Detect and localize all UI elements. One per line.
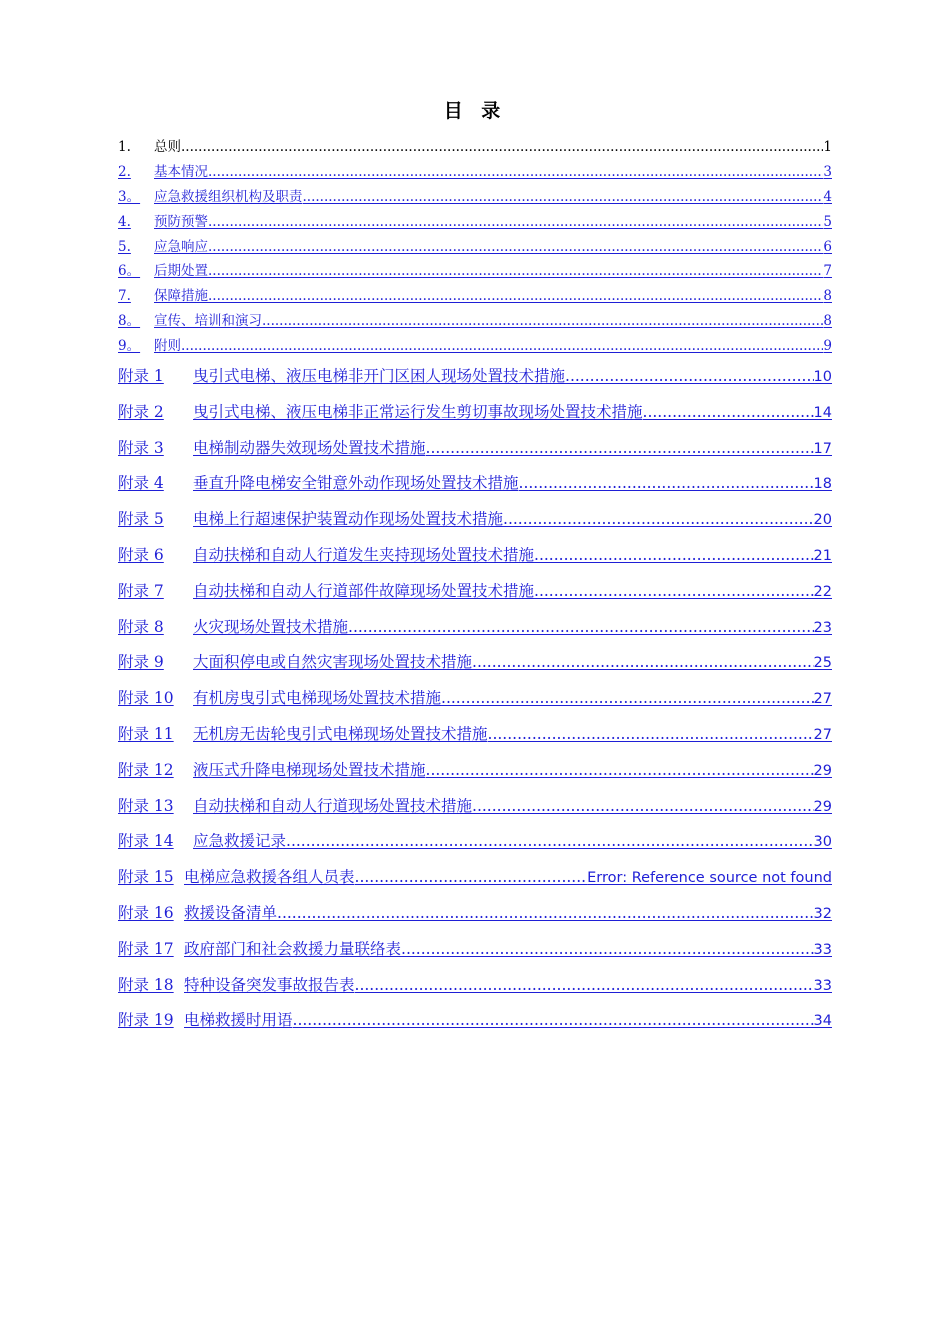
toc-entry-label: 电梯上行超速保护装置动作现场处置技术措施: [193, 510, 504, 529]
toc-entry-appendix-16[interactable]: [118, 896, 832, 932]
toc-entry-number: 附录 16: [118, 903, 174, 922]
toc-entry-appendix-14[interactable]: [118, 824, 832, 860]
toc-dot-leader: [286, 824, 814, 860]
toc-dot-leader: [472, 789, 814, 825]
toc-entry-number: 附录 1: [118, 367, 164, 386]
toc-dot-leader: [208, 160, 823, 185]
toc-entry-appendix-6[interactable]: [118, 538, 832, 574]
toc-entry-number: 9。: [118, 338, 141, 355]
toc-entry-page: 33: [813, 977, 832, 994]
toc-entry-appendix-1[interactable]: [118, 359, 832, 395]
toc-entry-appendix-7[interactable]: [118, 574, 832, 610]
toc-entry-number: 附录 14: [118, 832, 174, 851]
toc-dot-leader: [355, 968, 814, 1004]
toc-entry-label: 宣传、培训和演习: [154, 313, 262, 330]
toc-dot-leader: [277, 896, 814, 932]
toc-entry-page: 8: [823, 313, 832, 330]
toc-entry-number: 附录 9: [118, 653, 164, 672]
toc-entry-number: 6。: [118, 263, 141, 280]
toc-entry-label: 预防预警: [154, 213, 208, 230]
toc-entry-page: 21: [813, 548, 832, 564]
toc-entry-page: 25: [813, 655, 832, 672]
toc-entry-appendix-13[interactable]: [118, 789, 832, 825]
toc-entry-appendix-19[interactable]: [118, 1003, 832, 1039]
toc-entry-page: 8: [823, 288, 832, 305]
toc-entry-appendix-3[interactable]: [118, 431, 832, 467]
toc-entry-appendix-5[interactable]: [118, 502, 832, 538]
toc-entry-label: 总则: [154, 139, 181, 155]
toc-entry-page: 3: [823, 163, 832, 180]
toc-entry-label: 自动扶梯和自动人行道部件故障现场处置技术措施: [193, 581, 535, 600]
toc-dot-leader: [262, 309, 823, 334]
toc-entry-label: 火灾现场处置技术措施: [193, 617, 349, 636]
toc-entry-label: 大面积停电或自然灾害现场处置技术措施: [193, 653, 473, 672]
toc-entry-appendix-8[interactable]: [118, 610, 832, 646]
toc-entry-page: 23: [813, 619, 832, 636]
toc-entry-number: 4.: [118, 213, 131, 230]
toc-entry-section-4[interactable]: [118, 210, 832, 235]
toc-entry-number: 附录 15: [118, 868, 174, 887]
toc-entry-page: 1: [823, 139, 832, 155]
toc-entry-label: 应急救援记录: [193, 832, 287, 851]
toc-entry-label: 政府部门和社会救援力量联络表: [184, 939, 402, 958]
toc-entry-number: 附录 4: [118, 474, 164, 493]
toc-entry-number: 附录 6: [118, 546, 164, 564]
toc-entry-label: 曳引式电梯、液压电梯非开门区困人现场处置技术措施: [193, 367, 566, 386]
toc-entry-label: 应急响应: [154, 238, 208, 255]
toc-entry-section-9[interactable]: [118, 334, 832, 359]
toc-dot-leader: [208, 235, 823, 260]
toc-entry-page: 32: [813, 905, 832, 922]
toc-entry-label: 电梯应急救援各组人员表: [184, 868, 355, 887]
toc-dot-leader: [472, 645, 814, 681]
toc-entry-section-7[interactable]: [118, 284, 832, 309]
toc-dot-leader: [441, 681, 814, 717]
toc-entry-section-5[interactable]: [118, 235, 832, 260]
toc-entry-appendix-4[interactable]: [118, 466, 832, 502]
toc-entry-page: 29: [813, 762, 832, 779]
toc-dot-leader: [181, 334, 823, 359]
toc-entry-label: 后期处置: [154, 263, 208, 280]
toc-dot-leader: [565, 359, 814, 395]
toc-entry-number: 1.: [118, 139, 131, 155]
toc-dot-leader: [208, 259, 823, 284]
toc-entry-page: 7: [823, 263, 832, 280]
toc-entry-page: 9: [823, 338, 832, 355]
toc-entry-appendix-18[interactable]: [118, 968, 832, 1004]
toc-entry-number: 2.: [118, 163, 131, 180]
toc-entry-page: 10: [813, 369, 832, 386]
toc-dot-leader: [303, 185, 824, 210]
toc-entry-label: 无机房无齿轮曳引式电梯现场处置技术措施: [193, 724, 488, 743]
toc-entry-page: 27: [813, 691, 832, 708]
toc-dot-leader: [488, 717, 814, 753]
toc-entry-label: 自动扶梯和自动人行道现场处置技术措施: [193, 796, 473, 815]
toc-entry-label: 基本情况: [154, 163, 208, 180]
toc-entry-label: 自动扶梯和自动人行道发生夹持现场处置技术措施: [193, 546, 535, 564]
toc-dot-leader: [293, 1003, 814, 1039]
toc-dot-leader: [519, 466, 814, 502]
toc-entry-label: 曳引式电梯、液压电梯非正常运行发生剪切事故现场处置技术措施: [193, 402, 643, 421]
toc-dot-leader: [208, 284, 823, 309]
toc-entry-appendix-10[interactable]: [118, 681, 832, 717]
toc-dot-leader: [534, 574, 814, 610]
toc-entry-section-1[interactable]: [118, 135, 832, 160]
toc-entry-section-6[interactable]: [118, 259, 832, 284]
toc-entry-number: 附录 19: [118, 1011, 174, 1030]
toc-entry-page: 18: [813, 476, 832, 493]
toc-entry-appendix-12[interactable]: [118, 753, 832, 789]
toc-dot-leader: [355, 860, 588, 896]
toc-title: 目 录: [443, 100, 507, 122]
toc-entry-page: 5: [823, 213, 832, 230]
toc-dot-leader: [208, 210, 823, 235]
toc-entry-number: 附录 3: [118, 438, 164, 457]
toc-entry-number: 附录 10: [118, 689, 174, 708]
toc-entry-appendix-9[interactable]: [118, 645, 832, 681]
toc-entry-appendix-15[interactable]: [118, 860, 832, 896]
toc-entry-label: 电梯救援时用语: [184, 1011, 293, 1030]
toc-dot-leader: [534, 538, 814, 574]
toc-entry-section-2[interactable]: [118, 160, 832, 185]
toc-entry-number: 8。: [118, 313, 141, 330]
toc-entry-section-8[interactable]: [118, 309, 832, 334]
toc-entry-page: 6: [823, 238, 832, 255]
toc-entry-label: 附则: [154, 338, 181, 355]
toc-entry-page: 27: [813, 726, 832, 743]
toc-entry-label: 有机房曳引式电梯现场处置技术措施: [193, 689, 442, 708]
toc-entry-page: 17: [813, 440, 832, 457]
toc-dot-leader: [181, 135, 823, 160]
toc-dot-leader: [426, 753, 814, 789]
toc-entry-label: 救援设备清单: [184, 903, 278, 922]
toc-entry-page: 29: [813, 798, 832, 815]
toc-entry-page: 33: [813, 941, 832, 958]
toc-entry-label: 应急救援组织机构及职责: [154, 188, 303, 205]
toc-entry-number: 附录 13: [118, 796, 174, 815]
toc-dot-leader: [643, 395, 814, 431]
toc-entry-page: 34: [813, 1013, 832, 1030]
table-of-contents: [118, 135, 832, 1039]
toc-dot-leader: [426, 431, 814, 467]
toc-entry-label: 液压式升降电梯现场处置技术措施: [193, 760, 426, 779]
toc-entry-label: 保障措施: [154, 288, 208, 305]
toc-entry-number: 附录 8: [118, 617, 164, 636]
toc-entry-number: 5.: [118, 238, 131, 255]
toc-entry-number: 附录 7: [118, 581, 164, 600]
toc-entry-number: 附录 18: [118, 975, 174, 994]
toc-dot-leader: [348, 610, 814, 646]
toc-entry-page: 30: [813, 834, 832, 851]
toc-entry-number: 附录 12: [118, 760, 174, 779]
toc-dot-leader: [401, 932, 814, 968]
toc-entry-appendix-17[interactable]: [118, 932, 832, 968]
toc-entry-appendix-11[interactable]: [118, 717, 832, 753]
toc-entry-number: 附录 5: [118, 510, 164, 529]
toc-entry-label: 电梯制动器失效现场处置技术措施: [193, 438, 426, 457]
toc-entry-label: 垂直升降电梯安全钳意外动作现场处置技术措施: [193, 474, 519, 493]
toc-entry-number: 7.: [118, 288, 131, 305]
toc-entry-page: 22: [813, 583, 832, 600]
toc-dot-leader: [503, 502, 814, 538]
toc-entry-section-3[interactable]: [118, 185, 832, 210]
toc-entry-label: 特种设备突发事故报告表: [184, 975, 355, 994]
toc-entry-number: 附录 2: [118, 402, 164, 421]
toc-entry-number: 3。: [118, 188, 141, 205]
toc-entry-number: 附录 11: [118, 724, 174, 743]
toc-entry-page: 14: [813, 404, 832, 421]
toc-entry-number: 附录 17: [118, 939, 174, 958]
toc-entry-page: Error: Reference source not found: [587, 870, 832, 887]
toc-entry-page: 4: [823, 188, 832, 205]
toc-entry-appendix-2[interactable]: [118, 395, 832, 431]
toc-entry-page: 20: [813, 512, 832, 529]
